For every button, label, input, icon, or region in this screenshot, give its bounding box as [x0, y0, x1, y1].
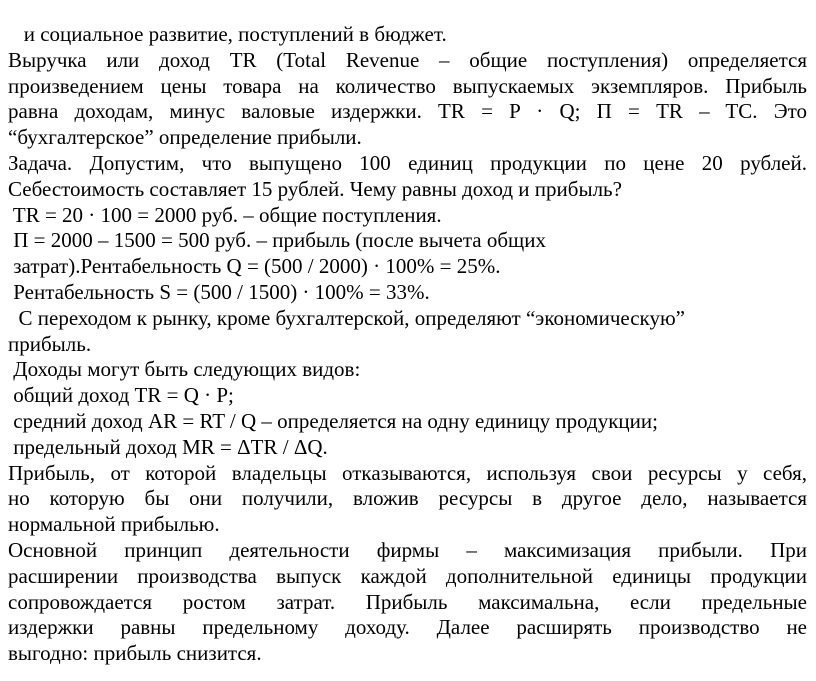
text-line [8, 74, 807, 100]
text-line [8, 461, 807, 487]
text-line [8, 538, 807, 564]
text-line [8, 590, 807, 616]
text-line-content: Задача. Допустим, что выпущено 100 единиц продукции по цене 20 рублей. [8, 151, 807, 175]
text-line: “бухгалтерское” определение прибыли. [8, 125, 362, 150]
text-line [8, 564, 807, 590]
text-line-content: сопровождается ростом затрат. Прибыль максимальна, если предельные [8, 589, 807, 614]
text-line: С переходом к рынку, кроме бухгалтерской, определяют “экономическую” [8, 305, 685, 330]
text-line: средний доход AR = RT / Q – определяется на одну единицу продукции; [8, 409, 658, 433]
text-line: общий доход TR = Q · P; [8, 383, 234, 408]
text-line-content: произведением цены товара на количество выпускаемых экземпляров. Прибыль [8, 73, 807, 98]
text-line-content: расширении производства выпуск каждой дополнительной единицы продукции [8, 563, 807, 588]
text-line: TR = 20 · 100 = 2000 руб. – общие поступления. [8, 202, 442, 227]
text-line: Доходы могут быть следующих видов: [8, 357, 361, 382]
text-line: выгодно: прибыль снизится. [8, 641, 262, 666]
text-line-content: издержки равны предельному доходу. Далее расширять производство не [8, 615, 807, 640]
text-line: и социальное развитие, поступлений в бюджет. [8, 22, 447, 46]
text-line-content: Прибыль, от которой владельцы отказываются, используя свои ресурсы у себя, [8, 460, 807, 485]
text-line [8, 48, 807, 74]
text-line-content: но которую бы они получили, вложив ресурсы в другое дело, называется [8, 486, 807, 511]
text-line [8, 151, 807, 177]
text-line-content: Основной принцип деятельности фирмы – максимизация прибыли. При [8, 538, 807, 562]
text-line: затрат).Рентабельность Q = (500 / 2000) · 100% = 25%. [8, 254, 501, 279]
text-line [8, 99, 807, 125]
text-line-content: равна доходам, минус валовые издержки. TR = P · Q; П = TR – TC. Это [8, 99, 807, 124]
text-line: нормальной прибылью. [8, 512, 220, 537]
text-line: Себестоимость составляет 15 рублей. Чему равны доход и прибыль? [8, 176, 622, 201]
text-line: прибыль. [8, 331, 92, 356]
text-line: П = 2000 – 1500 = 500 руб. – прибыль (после вычета общих [8, 228, 546, 253]
text-line [8, 615, 807, 641]
text-line: предельный доход MR = ΔTR / ΔQ. [8, 434, 328, 459]
text-line [8, 486, 807, 512]
text-line-content: Выручка или доход TR (Total Revenue – общие поступления) определяется [8, 47, 807, 72]
text-line: Рентабельность S = (500 / 1500) · 100% = 33%. [8, 280, 430, 304]
